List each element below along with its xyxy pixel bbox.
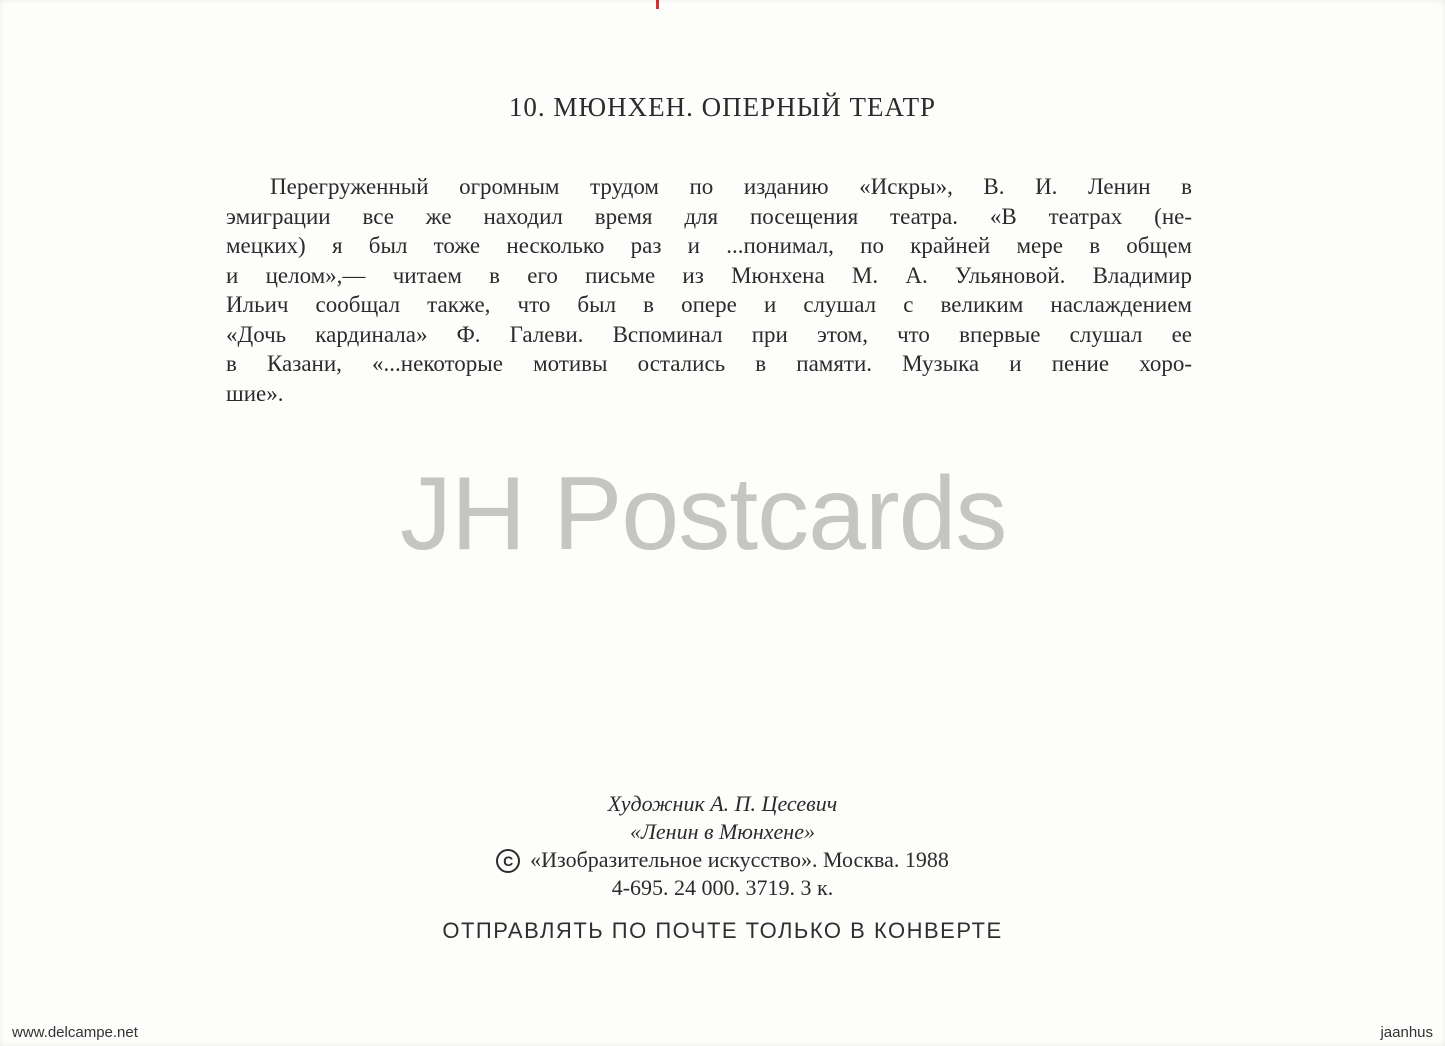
card-title: 10. МЮНХЕН. ОПЕРНЫЙ ТЕАТР <box>508 92 937 122</box>
text-line: Перегруженный огромным трудом по изданию «Искры», В. И. Ленин в <box>270 174 1192 199</box>
description-text <box>226 172 1192 408</box>
text-line: «Дочь кардинала» Ф. Галеви. Вспоминал при этом, что впервые слушал ее <box>226 321 1192 347</box>
text-line: мецких) я был тоже несколько раз и ...понимал, по крайней мере в общем <box>226 233 1192 258</box>
copyright-icon: С <box>496 849 520 873</box>
text-line: Ильич сообщал также, что был в опере и слушал с великим наслаждением <box>226 292 1192 317</box>
text-line: эмиграции все же находил время для посещения театра. «В театрах (не- <box>226 203 1192 229</box>
print-code: 4-695. 24 000. 3719. 3 к. <box>611 875 834 900</box>
artist-credit: Художник А. П. Цесевич <box>607 791 838 816</box>
footer-seller: jaanhus <box>1380 1024 1433 1041</box>
text-line: и целом»,— читаем в его письме из Мюнхена М. А. Ульяновой. Владимир <box>226 262 1192 288</box>
publisher-name: «Изобразительное искусство». Москва. 1988 <box>530 847 949 872</box>
credits-block <box>300 790 1145 902</box>
text-line: в Казани, «...некоторые мотивы остались в памяти. Музыка и пение хоро- <box>226 351 1192 376</box>
text-line: шие». <box>226 380 284 406</box>
footer-site-link[interactable]: www.delcampe.net <box>12 1024 138 1041</box>
publisher-line <box>300 846 1145 874</box>
series-title: «Ленин в Мюнхене» <box>629 819 815 844</box>
red-edge-mark <box>656 0 659 9</box>
watermark: JH Postcards <box>400 456 1007 572</box>
mailing-note: ОТПРАВЛЯТЬ ПО ПОЧТЕ ТОЛЬКО В КОНВЕРТЕ <box>442 918 1003 943</box>
